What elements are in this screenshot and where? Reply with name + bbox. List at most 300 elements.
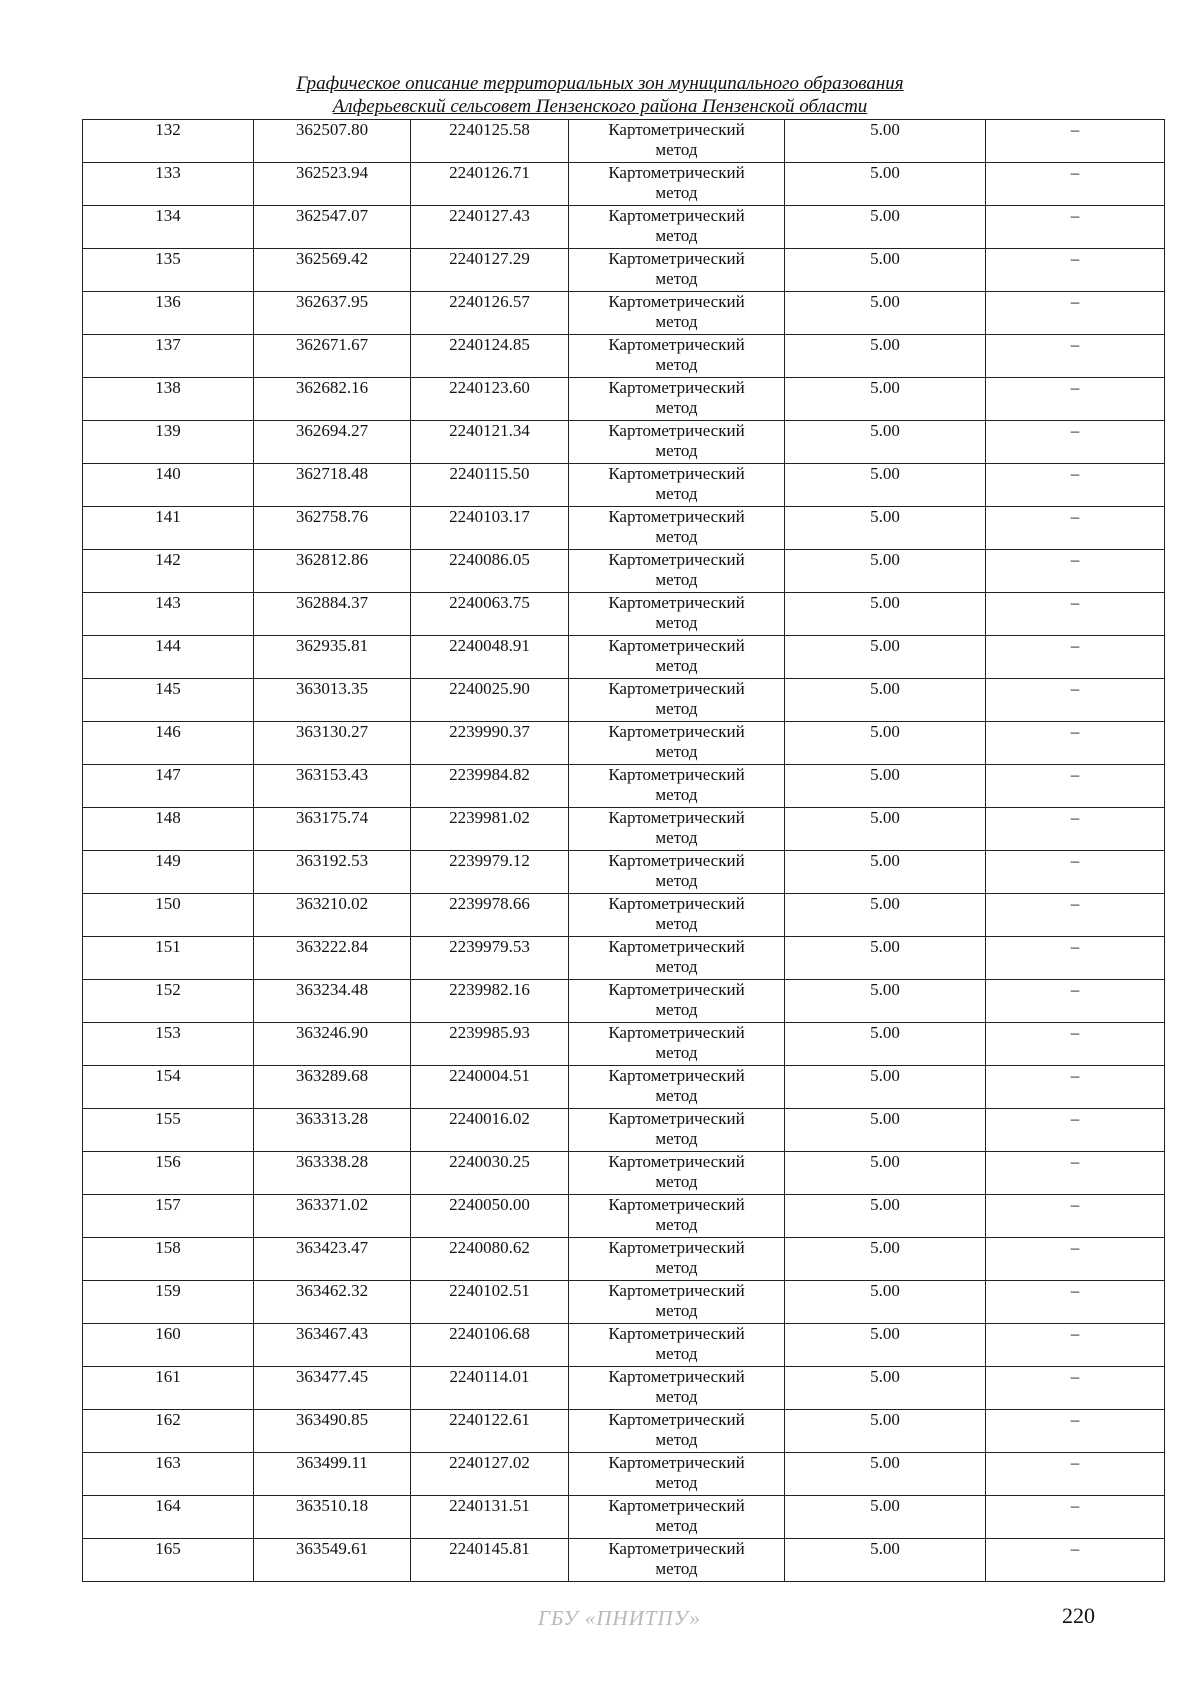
y-coordinate-cell: 2240016.02 bbox=[411, 1109, 569, 1152]
method-cell bbox=[569, 1195, 785, 1238]
method-line: метод bbox=[655, 269, 698, 288]
y-coordinate-cell: 2239981.02 bbox=[411, 808, 569, 851]
method-line: Картометрический bbox=[608, 1453, 745, 1472]
method-line: Картометрический bbox=[608, 421, 745, 440]
method-line: метод bbox=[655, 312, 698, 331]
accuracy-cell: 5.00 bbox=[785, 765, 986, 808]
accuracy-cell: 5.00 bbox=[785, 1324, 986, 1367]
accuracy-cell: 5.00 bbox=[785, 636, 986, 679]
method-line: метод bbox=[655, 1000, 698, 1019]
accuracy-cell: 5.00 bbox=[785, 206, 986, 249]
table-row bbox=[83, 1496, 1165, 1539]
point-number-cell: 151 bbox=[83, 937, 254, 980]
point-number-cell: 157 bbox=[83, 1195, 254, 1238]
note-cell: – bbox=[986, 1496, 1165, 1539]
table-row bbox=[83, 722, 1165, 765]
table-row bbox=[83, 421, 1165, 464]
y-coordinate-cell: 2240125.58 bbox=[411, 120, 569, 163]
point-number-cell: 135 bbox=[83, 249, 254, 292]
x-coordinate-cell: 363246.90 bbox=[254, 1023, 411, 1066]
x-coordinate-cell: 362682.16 bbox=[254, 378, 411, 421]
note-cell: – bbox=[986, 421, 1165, 464]
point-number-cell: 149 bbox=[83, 851, 254, 894]
note-cell: – bbox=[986, 722, 1165, 765]
note-cell: – bbox=[986, 593, 1165, 636]
method-line: метод bbox=[655, 527, 698, 546]
method-cell bbox=[569, 507, 785, 550]
x-coordinate-cell: 363462.32 bbox=[254, 1281, 411, 1324]
accuracy-cell: 5.00 bbox=[785, 421, 986, 464]
note-cell: – bbox=[986, 1152, 1165, 1195]
method-cell bbox=[569, 249, 785, 292]
method-line: Картометрический bbox=[608, 507, 745, 526]
accuracy-cell: 5.00 bbox=[785, 1109, 986, 1152]
table-row bbox=[83, 1410, 1165, 1453]
table-row bbox=[83, 980, 1165, 1023]
method-line: метод bbox=[655, 570, 698, 589]
y-coordinate-cell: 2240127.02 bbox=[411, 1453, 569, 1496]
method-cell bbox=[569, 851, 785, 894]
accuracy-cell: 5.00 bbox=[785, 1195, 986, 1238]
method-line: метод bbox=[655, 699, 698, 718]
point-number-cell: 153 bbox=[83, 1023, 254, 1066]
table-row bbox=[83, 765, 1165, 808]
header-line-2: Алферьевский сельсовет Пензенского района Пензенской области bbox=[332, 96, 868, 117]
accuracy-cell: 5.00 bbox=[785, 1496, 986, 1539]
x-coordinate-cell: 363289.68 bbox=[254, 1066, 411, 1109]
method-line: Картометрический bbox=[608, 1324, 745, 1343]
accuracy-cell: 5.00 bbox=[785, 1367, 986, 1410]
point-number-cell: 134 bbox=[83, 206, 254, 249]
method-line: Картометрический bbox=[608, 636, 745, 655]
table-row bbox=[83, 335, 1165, 378]
x-coordinate-cell: 363175.74 bbox=[254, 808, 411, 851]
note-cell: – bbox=[986, 1410, 1165, 1453]
method-line: метод bbox=[655, 1473, 698, 1492]
x-coordinate-cell: 363499.11 bbox=[254, 1453, 411, 1496]
point-number-cell: 155 bbox=[83, 1109, 254, 1152]
point-number-cell: 147 bbox=[83, 765, 254, 808]
note-cell: – bbox=[986, 1023, 1165, 1066]
method-cell bbox=[569, 1109, 785, 1152]
x-coordinate-cell: 362812.86 bbox=[254, 550, 411, 593]
method-line: метод bbox=[655, 1430, 698, 1449]
method-cell bbox=[569, 206, 785, 249]
note-cell: – bbox=[986, 1109, 1165, 1152]
y-coordinate-cell: 2239979.12 bbox=[411, 851, 569, 894]
method-cell bbox=[569, 593, 785, 636]
method-cell bbox=[569, 464, 785, 507]
method-cell bbox=[569, 163, 785, 206]
y-coordinate-cell: 2240127.43 bbox=[411, 206, 569, 249]
y-coordinate-cell: 2239990.37 bbox=[411, 722, 569, 765]
note-cell: – bbox=[986, 894, 1165, 937]
method-line: Картометрический bbox=[608, 1410, 745, 1429]
point-number-cell: 152 bbox=[83, 980, 254, 1023]
y-coordinate-cell: 2240121.34 bbox=[411, 421, 569, 464]
method-line: метод bbox=[655, 1258, 698, 1277]
y-coordinate-cell: 2239985.93 bbox=[411, 1023, 569, 1066]
note-cell: – bbox=[986, 1367, 1165, 1410]
x-coordinate-cell: 363371.02 bbox=[254, 1195, 411, 1238]
method-cell bbox=[569, 937, 785, 980]
method-line: Картометрический bbox=[608, 894, 745, 913]
method-cell bbox=[569, 1367, 785, 1410]
table-row bbox=[83, 1453, 1165, 1496]
method-line: метод bbox=[655, 1559, 698, 1578]
method-line: Картометрический bbox=[608, 1023, 745, 1042]
x-coordinate-cell: 363130.27 bbox=[254, 722, 411, 765]
point-number-cell: 165 bbox=[83, 1539, 254, 1582]
method-line: Картометрический bbox=[608, 1539, 745, 1558]
x-coordinate-cell: 363338.28 bbox=[254, 1152, 411, 1195]
accuracy-cell: 5.00 bbox=[785, 679, 986, 722]
accuracy-cell: 5.00 bbox=[785, 851, 986, 894]
table-row bbox=[83, 507, 1165, 550]
point-number-cell: 140 bbox=[83, 464, 254, 507]
method-line: Картометрический bbox=[608, 1238, 745, 1257]
coordinates-table bbox=[82, 119, 1165, 1582]
header-line-1: Графическое описание территориальных зон муниципального образования bbox=[296, 73, 904, 94]
y-coordinate-cell: 2240126.71 bbox=[411, 163, 569, 206]
table-row bbox=[83, 1066, 1165, 1109]
method-line: метод bbox=[655, 914, 698, 933]
accuracy-cell: 5.00 bbox=[785, 163, 986, 206]
method-line: метод bbox=[655, 1086, 698, 1105]
accuracy-cell: 5.00 bbox=[785, 1281, 986, 1324]
method-line: Картометрический bbox=[608, 163, 745, 182]
method-line: метод bbox=[655, 355, 698, 374]
accuracy-cell: 5.00 bbox=[785, 937, 986, 980]
y-coordinate-cell: 2239982.16 bbox=[411, 980, 569, 1023]
table-row bbox=[83, 120, 1165, 163]
note-cell: – bbox=[986, 679, 1165, 722]
note-cell: – bbox=[986, 1195, 1165, 1238]
method-line: Картометрический bbox=[608, 292, 745, 311]
note-cell: – bbox=[986, 1281, 1165, 1324]
x-coordinate-cell: 363192.53 bbox=[254, 851, 411, 894]
method-line: метод bbox=[655, 742, 698, 761]
footer-organization: ГБУ «ПНИТПУ» bbox=[538, 1606, 701, 1630]
table-row bbox=[83, 937, 1165, 980]
method-cell bbox=[569, 1324, 785, 1367]
note-cell: – bbox=[986, 335, 1165, 378]
accuracy-cell: 5.00 bbox=[785, 1152, 986, 1195]
point-number-cell: 142 bbox=[83, 550, 254, 593]
method-line: Картометрический bbox=[608, 1195, 745, 1214]
point-number-cell: 143 bbox=[83, 593, 254, 636]
y-coordinate-cell: 2240030.25 bbox=[411, 1152, 569, 1195]
note-cell: – bbox=[986, 937, 1165, 980]
method-line: Картометрический bbox=[608, 378, 745, 397]
method-line: метод bbox=[655, 957, 698, 976]
method-line: метод bbox=[655, 226, 698, 245]
page-number: 220 bbox=[1062, 1603, 1095, 1628]
y-coordinate-cell: 2240050.00 bbox=[411, 1195, 569, 1238]
y-coordinate-cell: 2240063.75 bbox=[411, 593, 569, 636]
method-cell bbox=[569, 1496, 785, 1539]
x-coordinate-cell: 363013.35 bbox=[254, 679, 411, 722]
table-row bbox=[83, 1109, 1165, 1152]
accuracy-cell: 5.00 bbox=[785, 1410, 986, 1453]
table-row bbox=[83, 808, 1165, 851]
table-row bbox=[83, 292, 1165, 335]
table-row bbox=[83, 636, 1165, 679]
note-cell: – bbox=[986, 550, 1165, 593]
method-line: метод bbox=[655, 1344, 698, 1363]
method-cell bbox=[569, 550, 785, 593]
x-coordinate-cell: 362884.37 bbox=[254, 593, 411, 636]
accuracy-cell: 5.00 bbox=[785, 1539, 986, 1582]
point-number-cell: 148 bbox=[83, 808, 254, 851]
method-line: Картометрический bbox=[608, 679, 745, 698]
table-row bbox=[83, 1324, 1165, 1367]
method-cell bbox=[569, 1238, 785, 1281]
point-number-cell: 160 bbox=[83, 1324, 254, 1367]
method-line: метод bbox=[655, 656, 698, 675]
note-cell: – bbox=[986, 1539, 1165, 1582]
x-coordinate-cell: 362694.27 bbox=[254, 421, 411, 464]
x-coordinate-cell: 362671.67 bbox=[254, 335, 411, 378]
table-row bbox=[83, 679, 1165, 722]
x-coordinate-cell: 362637.95 bbox=[254, 292, 411, 335]
method-line: Картометрический bbox=[608, 1496, 745, 1515]
method-line: метод bbox=[655, 183, 698, 202]
x-coordinate-cell: 363423.47 bbox=[254, 1238, 411, 1281]
y-coordinate-cell: 2240145.81 bbox=[411, 1539, 569, 1582]
method-cell bbox=[569, 636, 785, 679]
y-coordinate-cell: 2240106.68 bbox=[411, 1324, 569, 1367]
table-row bbox=[83, 1539, 1165, 1582]
x-coordinate-cell: 362507.80 bbox=[254, 120, 411, 163]
x-coordinate-cell: 363467.43 bbox=[254, 1324, 411, 1367]
note-cell: – bbox=[986, 163, 1165, 206]
document-header bbox=[0, 72, 1200, 118]
method-line: метод bbox=[655, 484, 698, 503]
accuracy-cell: 5.00 bbox=[785, 292, 986, 335]
accuracy-cell: 5.00 bbox=[785, 593, 986, 636]
method-cell bbox=[569, 980, 785, 1023]
x-coordinate-cell: 362718.48 bbox=[254, 464, 411, 507]
x-coordinate-cell: 363490.85 bbox=[254, 1410, 411, 1453]
y-coordinate-cell: 2240086.05 bbox=[411, 550, 569, 593]
table-row bbox=[83, 1367, 1165, 1410]
y-coordinate-cell: 2240124.85 bbox=[411, 335, 569, 378]
y-coordinate-cell: 2239979.53 bbox=[411, 937, 569, 980]
note-cell: – bbox=[986, 206, 1165, 249]
note-cell: – bbox=[986, 636, 1165, 679]
point-number-cell: 164 bbox=[83, 1496, 254, 1539]
point-number-cell: 156 bbox=[83, 1152, 254, 1195]
method-line: Картометрический bbox=[608, 120, 745, 139]
method-cell bbox=[569, 421, 785, 464]
point-number-cell: 137 bbox=[83, 335, 254, 378]
method-cell bbox=[569, 1539, 785, 1582]
method-line: Картометрический bbox=[608, 1109, 745, 1128]
method-line: Картометрический bbox=[608, 464, 745, 483]
table-row bbox=[83, 1281, 1165, 1324]
point-number-cell: 154 bbox=[83, 1066, 254, 1109]
y-coordinate-cell: 2239978.66 bbox=[411, 894, 569, 937]
method-cell bbox=[569, 894, 785, 937]
point-number-cell: 144 bbox=[83, 636, 254, 679]
table-row bbox=[83, 1023, 1165, 1066]
x-coordinate-cell: 363313.28 bbox=[254, 1109, 411, 1152]
method-line: метод bbox=[655, 140, 698, 159]
accuracy-cell: 5.00 bbox=[785, 120, 986, 163]
accuracy-cell: 5.00 bbox=[785, 335, 986, 378]
x-coordinate-cell: 363222.84 bbox=[254, 937, 411, 980]
method-cell bbox=[569, 1066, 785, 1109]
note-cell: – bbox=[986, 1453, 1165, 1496]
accuracy-cell: 5.00 bbox=[785, 378, 986, 421]
x-coordinate-cell: 362523.94 bbox=[254, 163, 411, 206]
note-cell: – bbox=[986, 1238, 1165, 1281]
table-row bbox=[83, 163, 1165, 206]
method-cell bbox=[569, 1410, 785, 1453]
point-number-cell: 136 bbox=[83, 292, 254, 335]
y-coordinate-cell: 2240103.17 bbox=[411, 507, 569, 550]
accuracy-cell: 5.00 bbox=[785, 464, 986, 507]
method-cell bbox=[569, 1453, 785, 1496]
accuracy-cell: 5.00 bbox=[785, 550, 986, 593]
point-number-cell: 159 bbox=[83, 1281, 254, 1324]
method-line: Картометрический bbox=[608, 1281, 745, 1300]
accuracy-cell: 5.00 bbox=[785, 1238, 986, 1281]
table-row bbox=[83, 550, 1165, 593]
point-number-cell: 139 bbox=[83, 421, 254, 464]
method-line: метод bbox=[655, 871, 698, 890]
method-line: Картометрический bbox=[608, 1066, 745, 1085]
method-line: Картометрический bbox=[608, 851, 745, 870]
accuracy-cell: 5.00 bbox=[785, 808, 986, 851]
table-row bbox=[83, 1238, 1165, 1281]
note-cell: – bbox=[986, 980, 1165, 1023]
method-line: Картометрический bbox=[608, 722, 745, 741]
method-line: метод bbox=[655, 441, 698, 460]
table-row bbox=[83, 206, 1165, 249]
method-line: Картометрический bbox=[608, 937, 745, 956]
coordinates-table-body bbox=[83, 120, 1165, 1582]
method-cell bbox=[569, 1281, 785, 1324]
x-coordinate-cell: 362758.76 bbox=[254, 507, 411, 550]
point-number-cell: 163 bbox=[83, 1453, 254, 1496]
method-line: Картометрический bbox=[608, 335, 745, 354]
table-row bbox=[83, 1152, 1165, 1195]
table-row bbox=[83, 249, 1165, 292]
note-cell: – bbox=[986, 851, 1165, 894]
x-coordinate-cell: 363549.61 bbox=[254, 1539, 411, 1582]
method-line: метод bbox=[655, 1516, 698, 1535]
note-cell: – bbox=[986, 464, 1165, 507]
x-coordinate-cell: 363477.45 bbox=[254, 1367, 411, 1410]
note-cell: – bbox=[986, 1324, 1165, 1367]
point-number-cell: 141 bbox=[83, 507, 254, 550]
y-coordinate-cell: 2240004.51 bbox=[411, 1066, 569, 1109]
point-number-cell: 146 bbox=[83, 722, 254, 765]
method-line: метод bbox=[655, 1129, 698, 1148]
y-coordinate-cell: 2240114.01 bbox=[411, 1367, 569, 1410]
y-coordinate-cell: 2240123.60 bbox=[411, 378, 569, 421]
point-number-cell: 162 bbox=[83, 1410, 254, 1453]
note-cell: – bbox=[986, 292, 1165, 335]
point-number-cell: 133 bbox=[83, 163, 254, 206]
x-coordinate-cell: 362569.42 bbox=[254, 249, 411, 292]
accuracy-cell: 5.00 bbox=[785, 1023, 986, 1066]
point-number-cell: 158 bbox=[83, 1238, 254, 1281]
method-line: метод bbox=[655, 785, 698, 804]
accuracy-cell: 5.00 bbox=[785, 1066, 986, 1109]
accuracy-cell: 5.00 bbox=[785, 249, 986, 292]
y-coordinate-cell: 2240127.29 bbox=[411, 249, 569, 292]
accuracy-cell: 5.00 bbox=[785, 980, 986, 1023]
method-line: Картометрический bbox=[608, 1152, 745, 1171]
y-coordinate-cell: 2239984.82 bbox=[411, 765, 569, 808]
method-cell bbox=[569, 722, 785, 765]
table-row bbox=[83, 1195, 1165, 1238]
table-row bbox=[83, 894, 1165, 937]
method-cell bbox=[569, 679, 785, 722]
point-number-cell: 161 bbox=[83, 1367, 254, 1410]
accuracy-cell: 5.00 bbox=[785, 1453, 986, 1496]
method-cell bbox=[569, 1023, 785, 1066]
method-cell bbox=[569, 292, 785, 335]
x-coordinate-cell: 363153.43 bbox=[254, 765, 411, 808]
method-cell bbox=[569, 808, 785, 851]
method-cell bbox=[569, 378, 785, 421]
accuracy-cell: 5.00 bbox=[785, 722, 986, 765]
point-number-cell: 138 bbox=[83, 378, 254, 421]
x-coordinate-cell: 362547.07 bbox=[254, 206, 411, 249]
table-row bbox=[83, 851, 1165, 894]
method-line: Картометрический bbox=[608, 206, 745, 225]
method-line: Картометрический bbox=[608, 593, 745, 612]
method-line: Картометрический bbox=[608, 808, 745, 827]
method-line: Картометрический bbox=[608, 1367, 745, 1386]
y-coordinate-cell: 2240131.51 bbox=[411, 1496, 569, 1539]
y-coordinate-cell: 2240122.61 bbox=[411, 1410, 569, 1453]
table-row bbox=[83, 464, 1165, 507]
method-cell bbox=[569, 120, 785, 163]
x-coordinate-cell: 363234.48 bbox=[254, 980, 411, 1023]
y-coordinate-cell: 2240102.51 bbox=[411, 1281, 569, 1324]
note-cell: – bbox=[986, 378, 1165, 421]
method-line: метод bbox=[655, 1301, 698, 1320]
method-line: Картометрический bbox=[608, 765, 745, 784]
method-cell bbox=[569, 765, 785, 808]
method-line: метод bbox=[655, 1043, 698, 1062]
accuracy-cell: 5.00 bbox=[785, 507, 986, 550]
point-number-cell: 145 bbox=[83, 679, 254, 722]
method-line: Картометрический bbox=[608, 980, 745, 999]
note-cell: – bbox=[986, 808, 1165, 851]
x-coordinate-cell: 362935.81 bbox=[254, 636, 411, 679]
method-line: метод bbox=[655, 1172, 698, 1191]
method-cell bbox=[569, 335, 785, 378]
note-cell: – bbox=[986, 120, 1165, 163]
method-line: метод bbox=[655, 1387, 698, 1406]
y-coordinate-cell: 2240025.90 bbox=[411, 679, 569, 722]
note-cell: – bbox=[986, 249, 1165, 292]
note-cell: – bbox=[986, 765, 1165, 808]
y-coordinate-cell: 2240115.50 bbox=[411, 464, 569, 507]
method-line: метод bbox=[655, 1215, 698, 1234]
method-line: Картометрический bbox=[608, 249, 745, 268]
method-line: Картометрический bbox=[608, 550, 745, 569]
method-cell bbox=[569, 1152, 785, 1195]
method-line: метод bbox=[655, 828, 698, 847]
note-cell: – bbox=[986, 1066, 1165, 1109]
